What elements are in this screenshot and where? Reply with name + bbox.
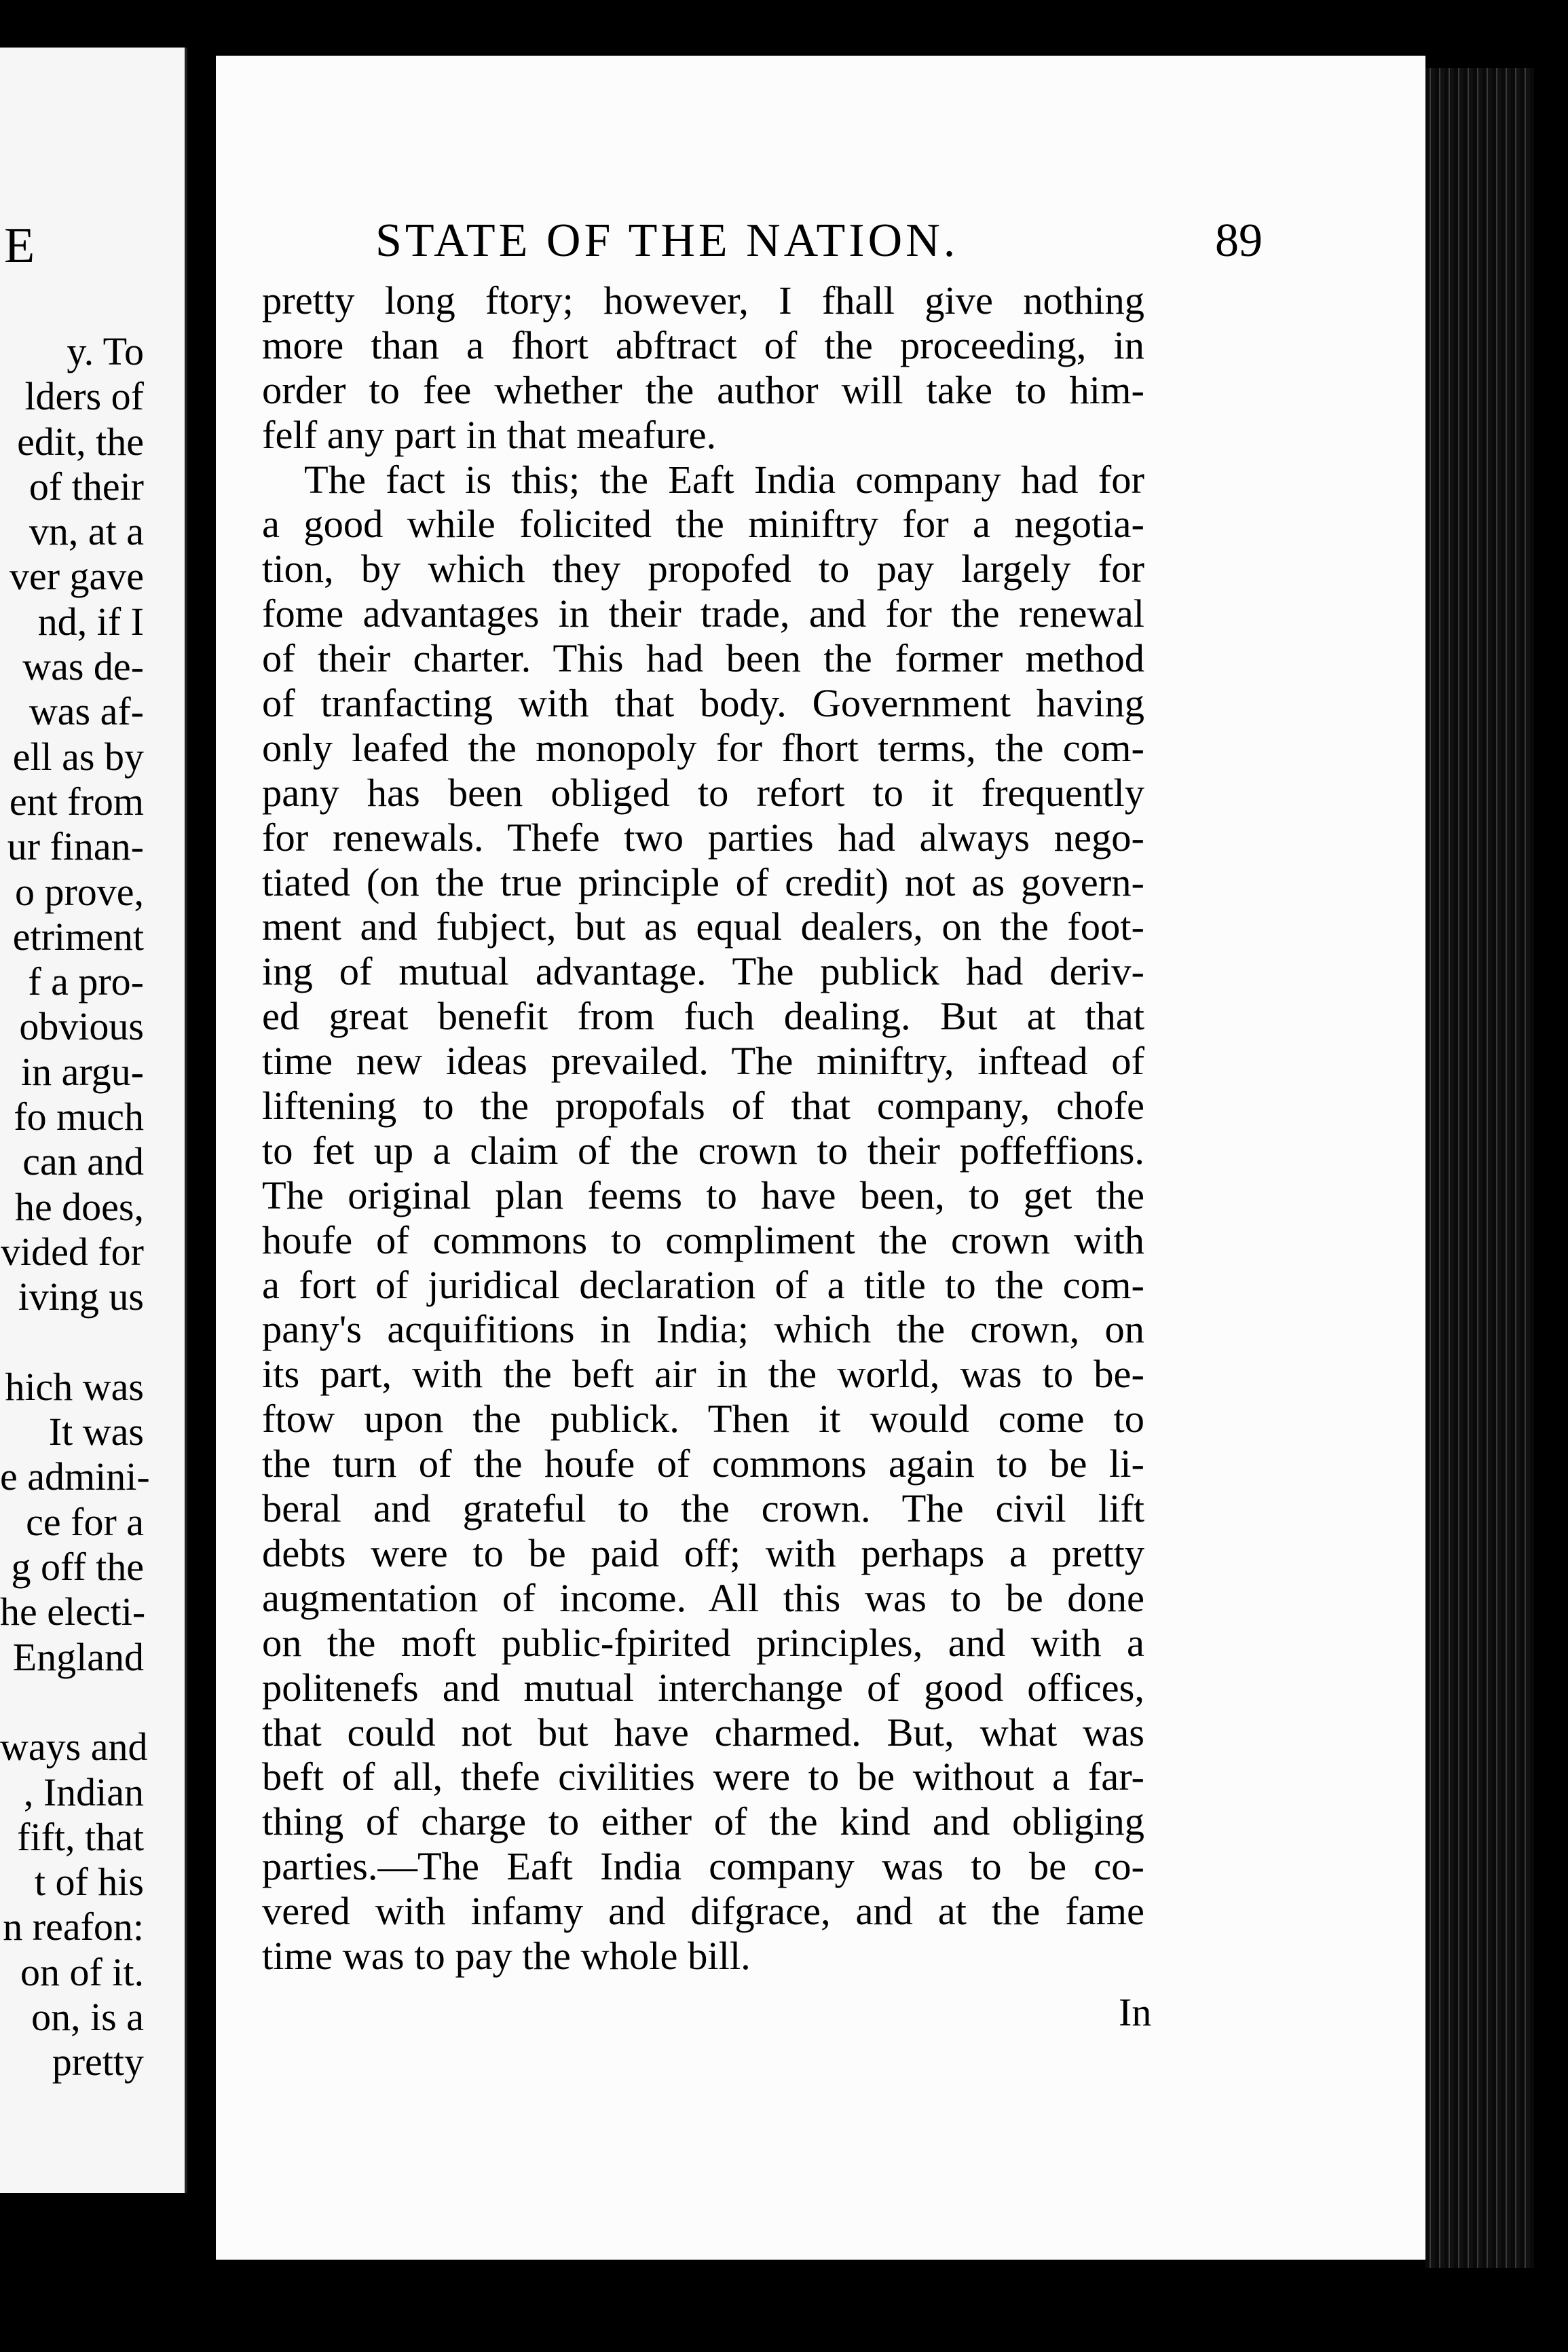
text-line: a good while folicited the miniftry for a negotia- [262, 502, 1144, 547]
left-facing-page [0, 48, 187, 2193]
left-text-line: in argu- [21, 1049, 144, 1094]
left-text-line: was af- [29, 689, 144, 734]
text-line: tiated (on the true principle of credit) not as govern- [262, 860, 1144, 904]
text-line: ftow upon the publick. Then it would come to [262, 1397, 1144, 1441]
left-text-line: It was [48, 1410, 144, 1454]
text-line: politenefs and mutual interchange of good offices, [262, 1665, 1144, 1710]
left-text-line: ell as by [12, 734, 144, 779]
left-text-line: England [12, 1634, 144, 1679]
text-line: for renewals. Thefe two parties had always nego- [262, 815, 1144, 860]
text-line: order to fee whether the author will take to him- [262, 367, 1144, 412]
left-text-line: etriment [12, 914, 144, 959]
text-line: of tranfacting with that body. Government having [262, 681, 1144, 726]
text-line: vered with infamy and difgrace, and at the fame [262, 1889, 1144, 1934]
left-text-line: ent from [9, 779, 144, 824]
text-line: thing of charge to either of the kind and obliging [262, 1799, 1144, 1844]
left-text-line: t of his [34, 1860, 144, 1905]
left-text-line: ce for a [26, 1499, 144, 1544]
left-text-line: ver gave [9, 554, 144, 599]
running-head: STATE OF THE NATION. [375, 215, 959, 267]
text-line: pany's acquifitions in India; which the crown, on [262, 1307, 1144, 1352]
left-text-line: fo much [14, 1095, 144, 1139]
left-text-line: g off the [11, 1545, 144, 1590]
text-line: The fact is this; the Eaft India company had for [304, 457, 1144, 502]
left-text-line: ur finan- [7, 824, 144, 869]
text-line: ed great benefit from fuch dealing. But at that [262, 994, 1144, 1039]
text-line: of their charter. This had been the former method [262, 636, 1144, 681]
text-line: on the moft public-fpirited principles, and with a [262, 1620, 1144, 1665]
text-line: felf any part in that meafure. [262, 412, 717, 457]
text-line: the turn of the houfe of commons again to be li- [262, 1441, 1144, 1486]
text-line: augmentation of income. All this was to be done [262, 1575, 1144, 1620]
left-text-line: lders of [24, 374, 144, 419]
left-text-line: on of it. [20, 1949, 144, 1994]
left-text-line: on, is a [31, 1994, 144, 2039]
text-line: its part, with the beft air in the world, was to be- [262, 1352, 1144, 1397]
left-text-line [0, 1680, 144, 1725]
text-line: houfe of commons to compliment the crown with [262, 1217, 1144, 1262]
text-line: only leafed the monopoly for fhort terms, the com- [262, 725, 1144, 770]
left-text-line: f a pro- [28, 959, 144, 1004]
catchword: In [1119, 1990, 1152, 2034]
left-page-text [0, 329, 150, 2085]
left-text-line: he electi- [0, 1590, 146, 1634]
text-line: time new ideas prevailed. The miniftry, inftead of [262, 1039, 1144, 1084]
text-line: beral and grateful to the crown. The civil lift [262, 1486, 1144, 1531]
text-line: a fort of juridical declaration of a title to the com- [262, 1262, 1144, 1307]
left-text-line: he does, [14, 1184, 144, 1229]
left-text-line: hich was [5, 1364, 144, 1409]
left-text-line: nd, if I [37, 599, 144, 644]
text-line: more than a fhort abftract of the proceeding, in [262, 323, 1144, 367]
book-page-edges [1425, 68, 1534, 2268]
left-text-line: obvious [19, 1004, 144, 1049]
left-text-line [0, 1320, 144, 1365]
left-text-line: fift, that [17, 1814, 144, 1859]
left-text-line: , Indian [23, 1769, 144, 1814]
left-text-line: iving us [18, 1274, 144, 1319]
text-line: that could not but have charmed. But, what was [262, 1710, 1144, 1754]
body-text [262, 278, 1144, 1979]
text-line: The original plan feems to have been, to get the [262, 1173, 1144, 1217]
text-line: to fet up a claim of the crown to their poffeffions. [262, 1128, 1144, 1173]
left-text-line: e admini- [0, 1454, 150, 1499]
left-text-line: o prove, [14, 869, 144, 914]
text-line: ing of mutual advantage. The publick had deriv- [262, 949, 1144, 994]
text-line: beft of all, thefe civilities were to be without a far- [262, 1754, 1144, 1799]
left-text-line: n reafon: [3, 1905, 144, 1949]
text-line: tion, by which they propofed to pay largely for [262, 547, 1144, 591]
text-line: parties.—The Eaft India company was to be co- [262, 1844, 1144, 1889]
left-text-line: vn, at a [29, 509, 144, 554]
left-text-line: vided for [1, 1229, 144, 1274]
text-line: fome advantages in their trade, and for the renewal [262, 591, 1144, 636]
page-number: 89 [1215, 215, 1263, 267]
left-text-line: can and [22, 1139, 144, 1184]
text-line: pretty long ftory; however, I fhall give nothing [262, 278, 1144, 323]
left-running-head-fragment: E [4, 218, 37, 274]
left-text-line: ways and [0, 1725, 148, 1769]
left-text-line: edit, the [17, 419, 144, 464]
text-line: debts were to be paid off; with perhaps a pretty [262, 1530, 1144, 1575]
left-text-line: y. To [67, 329, 144, 373]
text-line: ment and fubject, but as equal dealers, on the foot- [262, 904, 1144, 949]
text-line: time was to pay the whole bill. [262, 1933, 751, 1978]
left-text-line: was de- [22, 644, 144, 689]
text-line: pany has been obliged to refort to it frequently [262, 770, 1144, 815]
text-line: liftening to the propofals of that company, chofe [262, 1084, 1144, 1128]
left-text-line: of their [29, 464, 144, 509]
left-text-line: pretty [52, 2040, 144, 2084]
